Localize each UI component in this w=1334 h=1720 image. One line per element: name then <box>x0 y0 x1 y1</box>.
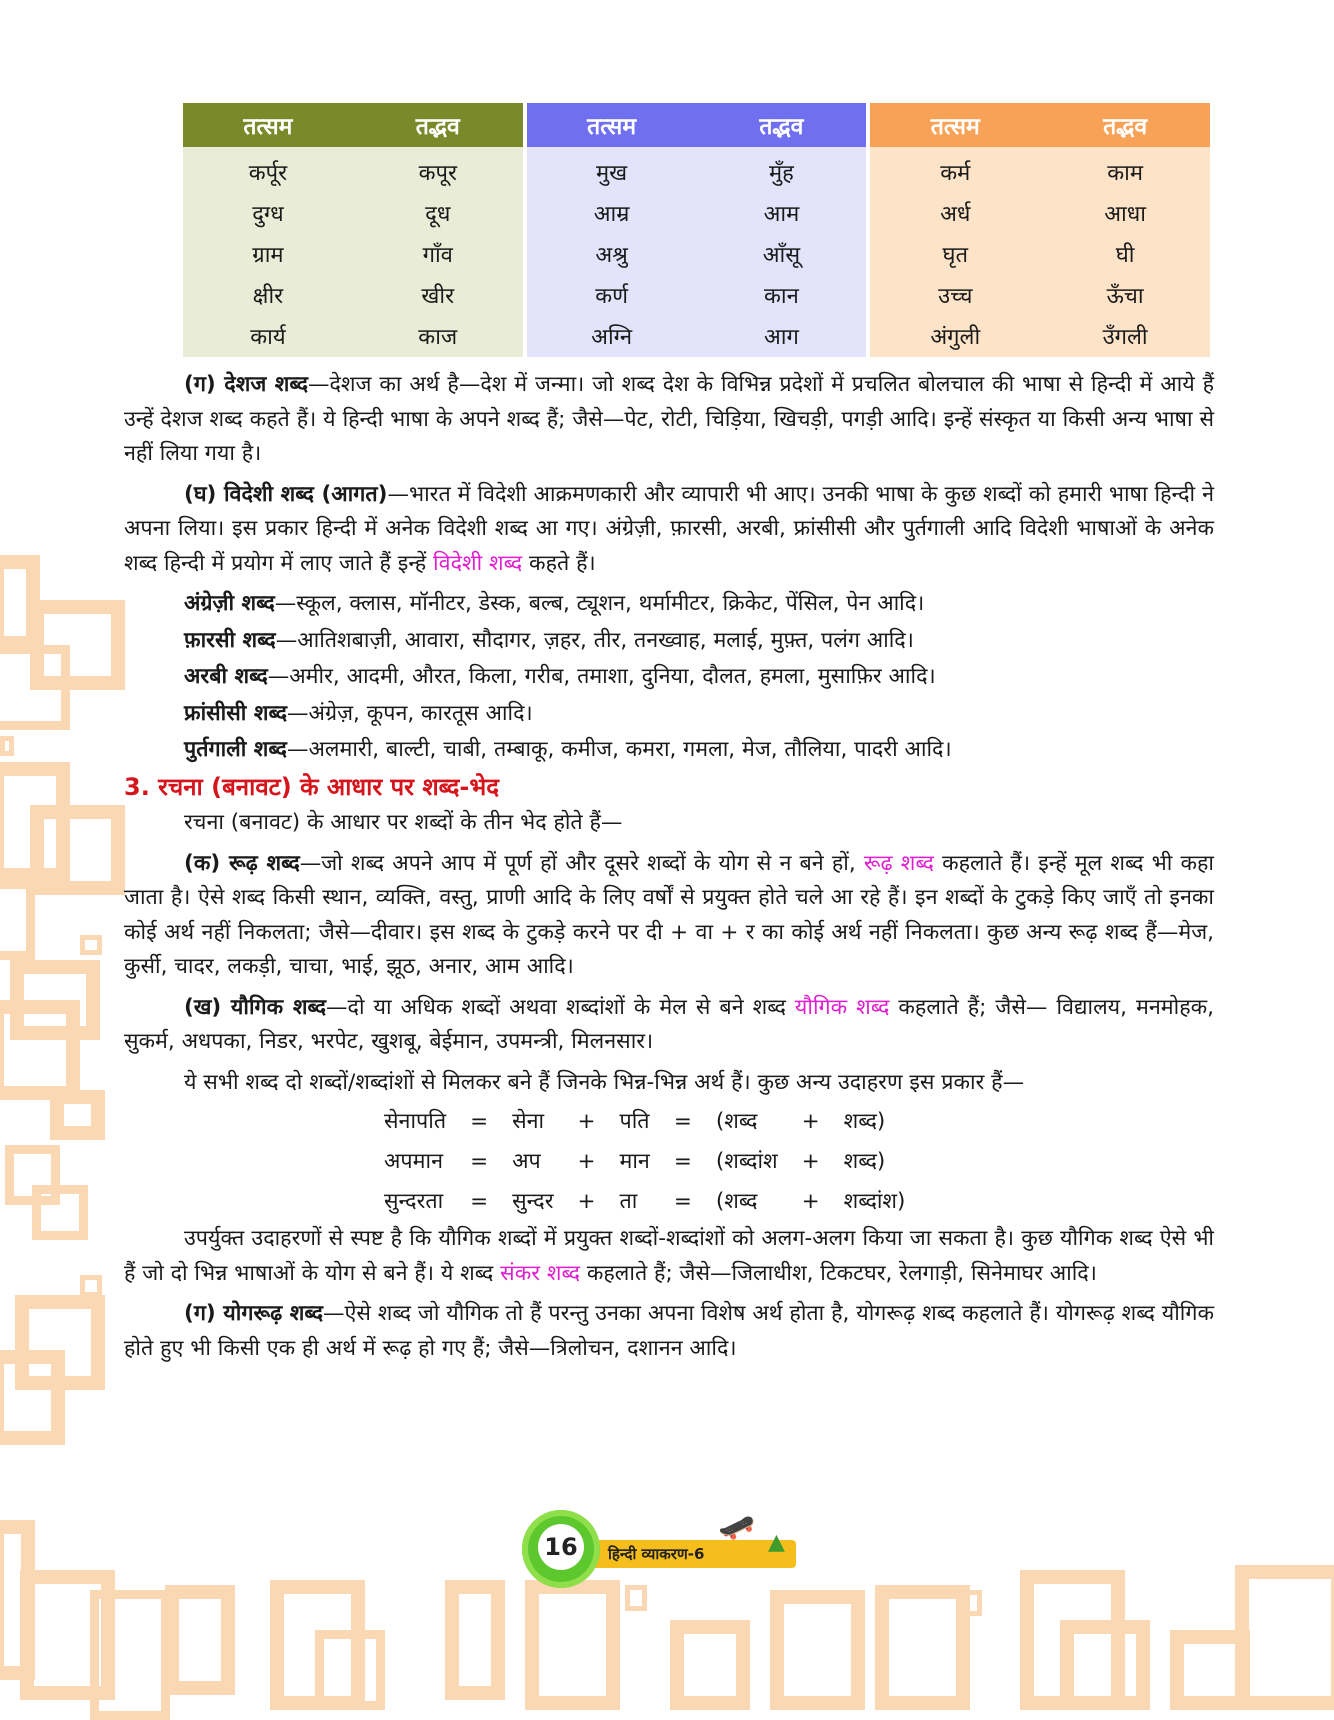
table-header <box>527 103 867 147</box>
eq-cell: मान <box>619 1148 650 1174</box>
word-formation-examples <box>372 1102 917 1222</box>
example-row <box>372 1182 917 1222</box>
tadbhav-word: उँगली <box>1102 324 1148 350</box>
tadbhav-word: घी <box>1115 242 1135 268</box>
header-tatsam: तत्सम <box>243 114 293 140</box>
eq-cell: शब्दांश) <box>843 1188 906 1214</box>
table-body <box>183 147 523 357</box>
eq-cell: = <box>673 1188 692 1214</box>
tadbhav-word: ऊँचा <box>1106 283 1144 309</box>
section-heading: 3. रचना (बनावट) के आधार पर शब्द-भेद <box>124 772 499 801</box>
eq-cell: शब्द) <box>843 1108 886 1134</box>
tadbhav-word: कान <box>764 283 799 309</box>
table-row <box>527 315 867 356</box>
page-content <box>124 368 1214 1366</box>
table-group-green <box>183 103 523 357</box>
eq-cell: (शब्द <box>715 1188 758 1214</box>
yaugik-text: —दो या अधिक शब्दों अथवा शब्दांशों के मेल से बने शब्द <box>326 994 795 1020</box>
yaugik-paragraph <box>124 991 1214 1060</box>
tatsam-word: अश्रु <box>595 242 628 268</box>
eq-cell: शब्द) <box>843 1148 886 1174</box>
tatsam-word: आम्र <box>593 201 630 227</box>
table-body <box>870 147 1210 357</box>
table-row <box>870 233 1210 274</box>
header-tadbhav: तद्भव <box>759 114 804 140</box>
eq-cell: (शब्द <box>715 1108 758 1134</box>
eq-cell: = <box>470 1148 489 1174</box>
rudh-tail: कहलाते हैं। इन्हें मूल शब्द भी कहा जाता है। ऐसे शब्द किसी स्थान, व्यक्ति, वस्तु, प्राणी आदि के लिए वर्षों से प्रयुक्त होते चले आ रहे हैं। इन शब्दों के टुकड़े किए जाएँ तो इनका कोई अर्थ नहीं निकलता; जैसे—दीवार। इस शब्द के टुकड़े करने पर दी + वा + र का कोई अर्थ नहीं निकलता। कुछ अन्य रूढ़ शब्द हैं—मेज, कुर्सी, चादर, लकड़ी, चाचा, भाई, झूठ, अनार, आम आदि। <box>124 850 1214 979</box>
english-words <box>124 587 1214 622</box>
eq-cell: अप <box>512 1148 541 1174</box>
tatsam-word: कर्पूर <box>248 160 288 186</box>
header-tadbhav: तद्भव <box>415 114 460 140</box>
eq-cell: सुन्दर <box>512 1188 554 1214</box>
videshi-text: —भारत में विदेशी आक्रमणकारी और व्यापारी भी आए। उनकी भाषा के कुछ शब्दों को हमारी भाषा हिन्दी ने अपना लिया। इस प्रकार हिन्दी में अनेक विदेशी शब्द आ गए। अंग्रेज़ी, फ़ारसी, अरबी, फ्रांसीसी और पुर्तगाली आदि विदेशी भाषाओं के अनेक शब्द हिन्दी में प्रयोग में लाए जाते हैं इन्हें <box>124 481 1214 576</box>
yogrudh-paragraph <box>124 1297 1214 1366</box>
list-label: अंग्रेज़ी शब्द <box>184 591 275 616</box>
yaugik-tail: कहलाते हैं; जैसे— विद्यालय, मनमोहक, सुकर्म, अधपका, निडर, भरपेट, खुशबू, बेईमान, उपमन्त्री, मिलनसार। <box>124 994 1214 1054</box>
eq-cell: + <box>577 1148 596 1174</box>
rudh-highlight: रूढ़ शब्द <box>863 850 934 876</box>
eq-cell: = <box>673 1148 692 1174</box>
list-text: —अमीर, आदमी, औरत, किला, गरीब, तमाशा, दुनिया, दौलत, हमला, मुसाफ़िर आदि। <box>267 664 936 689</box>
header-tadbhav: तद्भव <box>1103 114 1148 140</box>
tadbhav-word: आग <box>764 324 799 350</box>
section-intro: रचना (बनावट) के आधार पर शब्दों के तीन भेद होते हैं— <box>184 810 623 835</box>
eq-cell: ता <box>619 1188 638 1214</box>
tree-icon: ▲ <box>768 1530 785 1555</box>
tatsam-word: कर्ण <box>595 283 628 309</box>
table-header <box>870 103 1210 147</box>
videshi-label: (घ) विदेशी शब्द (आगत) <box>184 481 388 507</box>
videshi-highlight: विदेशी शब्द <box>433 550 523 576</box>
table-group-blue <box>527 103 867 357</box>
yaugik-label: (ख) यौगिक शब्द <box>184 994 327 1020</box>
example-row <box>372 1102 917 1142</box>
eq-cell: (शब्दांश <box>715 1148 778 1174</box>
table-row <box>527 151 867 192</box>
eq-cell: + <box>801 1148 820 1174</box>
tadbhav-word: आम <box>763 201 800 227</box>
videshi-tail: कहते हैं। <box>522 550 596 576</box>
book-title: हिन्दी व्याकरण-6 <box>608 1545 705 1563</box>
table-header <box>183 103 523 147</box>
sankar-highlight: संकर शब्द <box>500 1260 581 1286</box>
eq-cell: + <box>801 1108 820 1134</box>
page-number: 16 <box>538 1524 584 1570</box>
conclusion-tail: कहलाते हैं; जैसे—जिलाधीश, टिकटघर, रेलगाड़ी, सिनेमाघर आदि। <box>580 1260 1097 1286</box>
eq-cell: + <box>801 1188 820 1214</box>
list-text: —अंग्रेज़, कूपन, कारतूस आदि। <box>287 700 533 726</box>
eq-cell: + <box>577 1188 596 1214</box>
eq-cell: अपमान <box>384 1148 443 1174</box>
tatsam-word: उच्च <box>938 283 973 309</box>
tadbhav-word: काज <box>418 324 458 350</box>
table-row <box>527 192 867 233</box>
table-row <box>183 192 523 233</box>
list-label: फ्रांसीसी शब्द <box>184 700 288 726</box>
tadbhav-word: खीर <box>421 283 455 309</box>
table-row <box>527 233 867 274</box>
yaugik-highlight: यौगिक शब्द <box>794 994 890 1020</box>
deshaj-paragraph <box>124 368 1214 472</box>
tatsam-word: अग्नि <box>591 324 633 350</box>
tatsam-word: अर्ध <box>940 201 971 227</box>
tatsam-word: दुग्ध <box>252 201 284 227</box>
eq-cell: = <box>470 1188 489 1214</box>
list-label: पुर्तगाली शब्द <box>184 737 287 762</box>
tadbhav-word: मुँह <box>769 160 794 186</box>
tadbhav-word: आधा <box>1104 201 1146 227</box>
rudh-paragraph <box>124 847 1214 985</box>
table-row <box>870 151 1210 192</box>
list-label: अरबी शब्द <box>184 664 268 689</box>
french-words <box>124 697 1214 732</box>
examples-intro: ये सभी शब्द दो शब्दों/शब्दांशों से मिलकर बने हैं जिनके भिन्न-भिन्न अर्थ हैं। कुछ अन्य उदाहरण इस प्रकार हैं— <box>184 1069 1025 1095</box>
tatsam-word: कर्म <box>940 160 971 186</box>
table-row <box>870 315 1210 356</box>
header-tatsam: तत्सम <box>587 114 637 140</box>
yogrudh-label: (ग) योगरूढ़ शब्द <box>184 1301 323 1326</box>
eq-cell: + <box>577 1108 596 1134</box>
list-label: फ़ारसी शब्द <box>184 627 276 653</box>
table-row <box>870 192 1210 233</box>
table-body <box>527 147 867 357</box>
tadbhav-word: कपूर <box>418 160 457 186</box>
list-text: —आतिशबाज़ी, आवारा, सौदागर, ज़हर, तीर, तनख्वाह, मलाई, मुफ़्त, पलंग आदि। <box>275 627 914 653</box>
table-row <box>870 274 1210 315</box>
table-row <box>183 151 523 192</box>
tatsam-tadbhav-table <box>183 103 1210 357</box>
example-row <box>372 1142 917 1182</box>
videshi-paragraph <box>124 478 1214 582</box>
eq-cell: सेनापति <box>384 1108 447 1134</box>
tatsam-word: क्षीर <box>252 283 284 309</box>
conclusion-text: उपर्युक्त उदाहरणों से स्पष्ट है कि यौगिक शब्दों में प्रयुक्त शब्दों-शब्दांशों को अलग-अलग किया जा सकता है। कुछ यौगिक शब्द ऐसे भी हैं जो दो भिन्न भाषाओं के योग से बने हैं। ये शब्द <box>124 1226 1214 1286</box>
list-text: —अलमारी, बाल्टी, चाबी, तम्बाकू, कमीज, कमरा, गमला, मेज, तौलिया, पादरी आदि। <box>286 737 952 762</box>
tadbhav-word: आँसू <box>762 242 801 268</box>
table-row <box>183 274 523 315</box>
eq-cell: सेना <box>512 1108 545 1134</box>
table-row <box>183 315 523 356</box>
eq-cell: सुन्दरता <box>384 1188 444 1214</box>
deshaj-text: —देशज का अर्थ है—देश में जन्मा। जो शब्द देश के विभिन्न प्रदेशों में प्रचलित बोलचाल की भाषा से हिन्दी में आये हैं उन्हें देशज शब्द कहते हैं। ये हिन्दी भाषा के अपने शब्द हैं; जैसे—पेट, रोटी, चिड़िया, खिचड़ी, पगड़ी आदि। इन्हें संस्कृत या किसी अन्य भाषा से नहीं लिया गया है। <box>124 372 1214 466</box>
table-row <box>183 233 523 274</box>
list-text: —स्कूल, क्लास, मॉनीटर, डेस्क, बल्ब, ट्यूशन, थर्मामीटर, क्रिकेट, पेंसिल, पेन आदि। <box>274 591 925 616</box>
yogrudh-text: —ऐसे शब्द जो यौगिक तो हैं परन्तु उनका अपना विशेष अर्थ होता है, योगरूढ़ शब्द कहलाते हैं। योगरूढ़ शब्द यौगिक होते हुए भी किसी एक ही अर्थ में रूढ़ हो गए हैं; जैसे—त्रिलोचन, दशानन आदि। <box>124 1301 1214 1361</box>
page-footer <box>518 1510 818 1576</box>
tatsam-word: अंगुली <box>930 324 981 350</box>
tadbhav-word: काम <box>1107 160 1143 186</box>
eq-cell: पति <box>619 1108 650 1134</box>
tadbhav-word: दूध <box>425 201 451 227</box>
persian-words <box>124 624 1214 659</box>
tatsam-word: घृत <box>942 242 969 268</box>
table-row <box>527 274 867 315</box>
tatsam-word: मुख <box>596 160 628 186</box>
arabic-words <box>124 660 1214 695</box>
skateboard-kid-icon: 🛹 <box>718 1510 756 1545</box>
eq-cell: = <box>470 1108 489 1134</box>
rudh-text: —जो शब्द अपने आप में पूर्ण हों और दूसरे शब्दों के योग से न बने हों, <box>299 850 864 876</box>
tatsam-word: कार्य <box>250 324 286 350</box>
header-tatsam: तत्सम <box>930 114 980 140</box>
portuguese-words <box>124 733 1214 768</box>
tadbhav-word: गाँव <box>422 242 453 268</box>
eq-cell: = <box>673 1108 692 1134</box>
deshaj-label: (ग) देशज शब्द <box>184 372 309 397</box>
sankar-paragraph <box>124 1222 1214 1291</box>
tatsam-word: ग्राम <box>252 242 284 268</box>
table-group-orange <box>870 103 1210 357</box>
rudh-label: (क) रूढ़ शब्द <box>184 850 300 876</box>
